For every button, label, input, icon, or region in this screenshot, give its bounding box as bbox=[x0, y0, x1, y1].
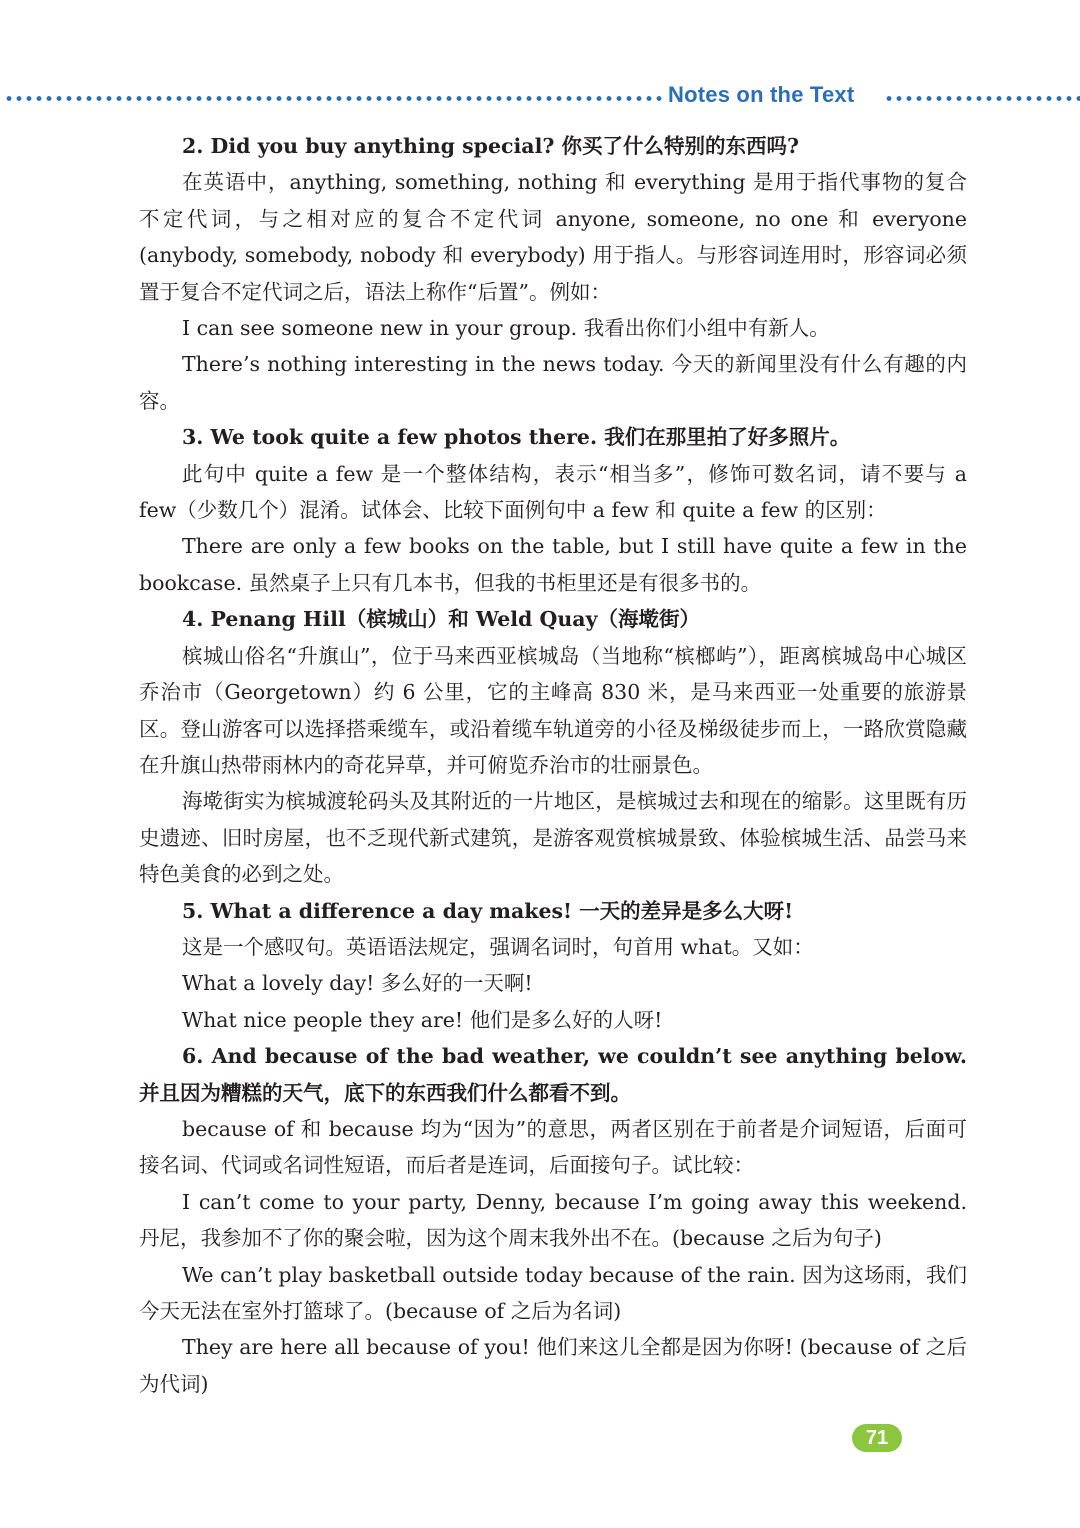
page-number-badge: 71 bbox=[852, 1424, 902, 1452]
section-header bbox=[0, 80, 1080, 116]
example-sentence: We can’t play basketball outside today because of the rain. 因为这场雨，我们今天无法在室外打篮球了。(because of 之后为名词) bbox=[139, 1262, 967, 1323]
note-heading-5: 5. What a difference a day makes! 一天的差异是多么大呀! bbox=[182, 898, 794, 923]
note-paragraph: 在英语中，anything, something, nothing 和 everything 是用于指代事物的复合不定代词，与之相对应的复合不定代词 anyone, someone, no one 和 everyone (anybody, somebody, nobody 和 everybody) 用于指人。与形容词连用时，形容词必须置于复合不定代词之后，语法上称作“后置”。例如： bbox=[139, 170, 967, 304]
note-heading-6: 6. And because of the bad weather, we couldn’t see anything below. 并且因为糟糕的天气，底下的东西我们什么都看不到。 bbox=[139, 1044, 967, 1105]
dotted-rule-right bbox=[884, 96, 1080, 101]
note-heading-3: 3. We took quite a few photos there. 我们在那里拍了好多照片。 bbox=[182, 425, 851, 450]
note-paragraph: 槟城山俗名“升旗山”，位于马来西亚槟城岛（当地称“槟榔屿”），距离槟城岛中心城区乔治市（Georgetown）约 6 公里，它的主峰高 830 米，是马来西亚一处重要的旅游景区。登山游客可以选择搭乘缆车，或沿着缆车轨道旁的小径及梯级徒步而上，一路欣赏隐藏在升旗山热带雨林内的奇花异草，并可俯览乔治市的壮丽景色。 bbox=[139, 643, 967, 777]
section-title: Notes on the Text bbox=[668, 82, 855, 107]
dotted-rule-left bbox=[4, 96, 664, 101]
note-paragraph: 海墘街实为槟城渡轮码头及其附近的一片地区，是槟城过去和现在的缩影。这里既有历史遗迹、旧时房屋，也不乏现代新式建筑，是游客观赏槟城景致、体验槟城生活、品尝马来特色美食的必到之处。 bbox=[139, 789, 967, 887]
example-sentence: I can see someone new in your group. 我看出你们小组中有新人。 bbox=[182, 316, 830, 341]
example-sentence: What a lovely day! 多么好的一天啊! bbox=[182, 971, 533, 996]
example-sentence: What nice people they are! 他们是多么好的人呀! bbox=[182, 1007, 663, 1032]
note-paragraph: 此句中 quite a few 是一个整体结构，表示“相当多”，修饰可数名词，请不要与 a few（少数几个）混淆。试体会、比较下面例句中 a few 和 quite a few 的区别： bbox=[139, 461, 967, 523]
example-sentence: There are only a few books on the table, but I still have quite a few in the bookcase. 虽然桌子上只有几本书，但我的书柜里还是有很多书的。 bbox=[139, 534, 967, 595]
example-sentence: There’s nothing interesting in the news today. 今天的新闻里没有什么有趣的内容。 bbox=[139, 352, 967, 413]
example-sentence: I can’t come to your party, Denny, because I’m going away this weekend. 丹尼，我参加不了你的聚会啦，因为这个周末我外出不在。(because 之后为句子) bbox=[139, 1189, 967, 1251]
note-paragraph: because of 和 because 均为“因为”的意思，两者区别在于前者是介词短语，后面可接名词、代词或名词性短语，而后者是连词，后面接句子。试比较： bbox=[139, 1116, 967, 1178]
note-heading-4: 4. Penang Hill（槟城山）和 Weld Quay（海墘街） bbox=[182, 607, 700, 632]
note-paragraph: 这是一个感叹句。英语语法规定，强调名词时，句首用 what。又如： bbox=[182, 934, 814, 959]
notes-body bbox=[139, 128, 967, 1402]
note-heading-2: 2. Did you buy anything special? 你买了什么特别的东西吗? bbox=[182, 134, 800, 158]
example-sentence: They are here all because of you! 他们来这儿全都是因为你呀! (because of 之后为代词) bbox=[139, 1335, 967, 1396]
